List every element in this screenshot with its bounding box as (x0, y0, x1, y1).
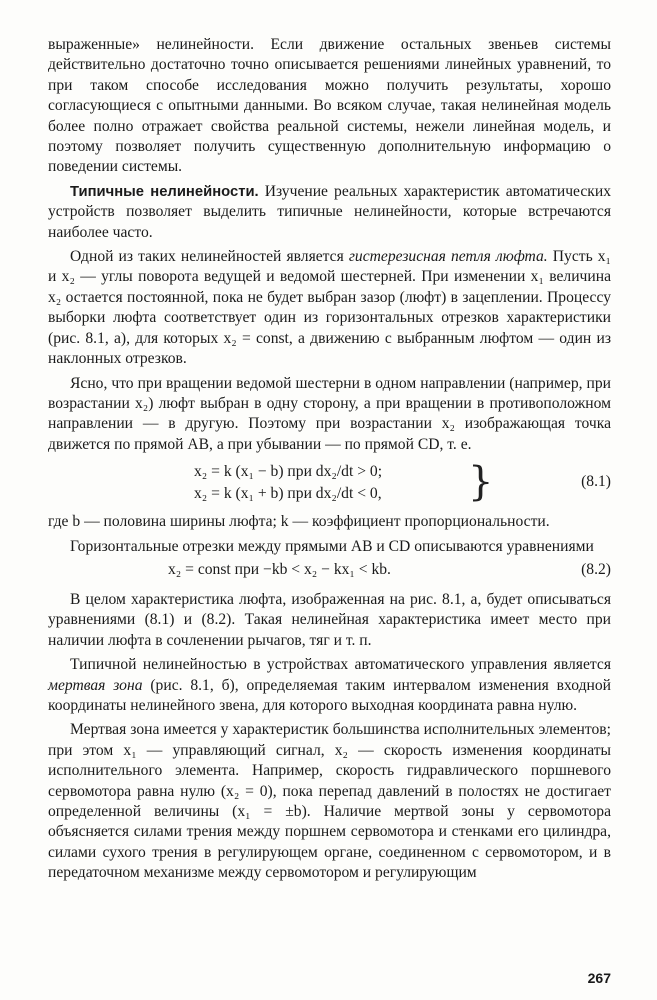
term-backlash: гистерезисная петля люфта. (348, 248, 548, 266)
equation-number: (8.2) (581, 560, 611, 578)
paragraph-text: Пусть x₁ и x₂ — углы поворота ведущей и ведомой шестерней. При изменении x₁ величина x₂ остается постоянной, пока не будет выбран зазор (люфт) в зацеплении. Процессу выборки люфта соответствует один из горизонтальных отрезков характеристики (рис. 8.1, а), для которых x₂ = const, а движению с выбранным люфтом — один из наклонных отрезков. (48, 248, 611, 368)
equation-line: x₂ = const при −kb < x₂ − kx₁ < kb. (168, 560, 391, 578)
paragraph-horizontal-segments: Горизонтальные отрезки между прямыми AB и CD описываются уравнениями (70, 537, 594, 555)
equation-line-1: x₂ = k (x₁ − b) при dx₂/dt > 0; (194, 463, 383, 481)
paragraph-text: Одной из таких нелинейностей является (70, 248, 349, 266)
section-heading: Типичные нелинейности. (70, 183, 259, 200)
paragraph-overall: В целом характеристика люфта, изображенная на рис. 8.1, а, будет описываться уравнениями (8.1) и (8.2). Такая нелинейная характеристика имеет место при наличии люфта в сочленении рычагов, тяг и т. п. (48, 590, 611, 649)
equation-number: (8.1) (581, 473, 611, 491)
paragraph-rotation: Ясно, что при вращении ведомой шестерни в одном направлении (например, при возрастании x₂) люфт выбран в одну сторону, а при вращении в противоположном направлении — в другую. Поэтому при возрастании x₂ изображающая точка движется по прямой AB, а при убывании — по прямой CD, т. е. (48, 374, 611, 453)
equation-8-2 (48, 560, 611, 584)
equation-line-2: x₂ = k (x₁ + b) при dx₂/dt < 0, (194, 485, 382, 503)
equation-8-1 (48, 460, 611, 506)
page-body (48, 35, 611, 884)
right-brace-icon: } (468, 459, 494, 506)
paragraph-typical-nonlinearities (48, 182, 611, 243)
page-number: 267 (587, 970, 611, 986)
paragraph-backlash (48, 247, 611, 369)
term-dead-zone: мертвая зона (48, 676, 143, 694)
paragraph-dead-zone (48, 655, 611, 716)
paragraph-where: где b — половина ширины люфта; k — коэффициент пропорциональности. (48, 513, 550, 531)
paragraph-dead-zone-examples: Мертвая зона имеется у характеристик большинства исполнительных элементов; при этом x₁ — управляющий сигнал, x₂ — скорость изменения координаты исполнительного элемента. Например, скорость гидравлического поршневого сервомотора равна нулю (x₂ = 0), пока перепад давлений в полостях не достигает определенной величины (x₁ = ±b). Наличие мертвой зоны у сервомотора объясняется силами трения между поршнем сервомотора и стенками его цилиндра, силами сухого трения в регулирующем органе, соединенном с сервомотором, и в передаточном механизме между сервомотором и регулирующим (48, 721, 611, 882)
paragraph-text: Типичной нелинейностью в устройствах автоматического управления является (70, 656, 611, 674)
paragraph-text: (рис. 8.1, б), определяемая таким интервалом изменения входной координаты нелинейного звена, для которого выходная координата равна нулю. (48, 676, 611, 714)
paragraph-text: Изучение реальных характеристик автоматических устройств позволяет выделить типичные нелинейности, которые встречаются наиболее часто. (48, 182, 611, 241)
paragraph-continuation: выраженные» нелинейности. Если движение остальных звеньев системы действительно достаточно точно описывается решениями линейных уравнений, то при таком способе исследования можно получить результаты, хорошо согласующиеся с опытными данными. Во всяком случае, такая нелинейная модель более полно отражает свойства реальной системы, нежели линейная модель, и поэтому позволяет получить существенную дополнительную информацию о поведении системы. (48, 36, 611, 176)
